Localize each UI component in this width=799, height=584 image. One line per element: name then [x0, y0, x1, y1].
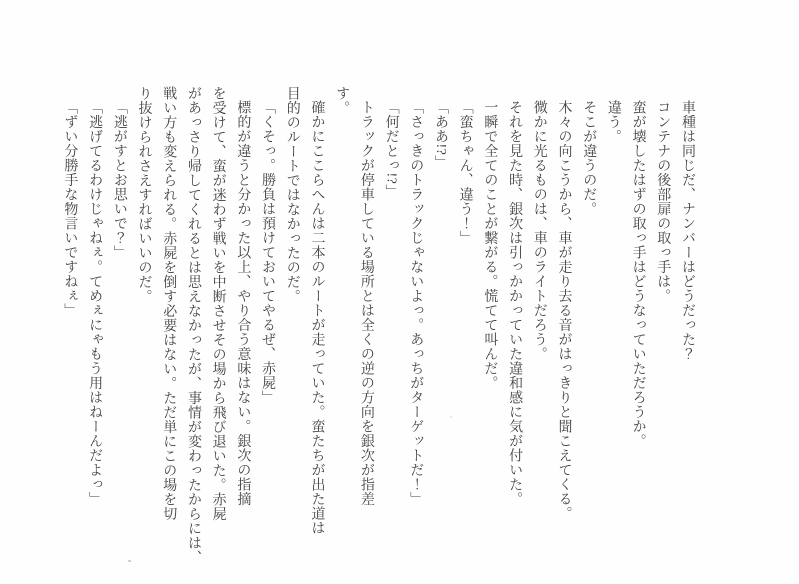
- text-line-dialogue: 「蛮ちゃん、違う！」: [457, 100, 473, 245]
- vertical-text-block: [57, 86, 699, 568]
- text-line: 車種は同じだ、ナンバーはどうだった？: [680, 100, 695, 361]
- text-line-dialogue: 「さっきのトラックじゃないよっ。あっちがターゲットだ！」: [408, 100, 424, 506]
- text-line: コンテナの後部扉の取っ手は。: [655, 100, 671, 303]
- text-line: を受けて、蛮が迷わず戦いを中断させその場から飛び退いた。赤屍: [210, 86, 226, 521]
- text-line: があっさり帰してくれるとは思えなかったが、事情が変わったからには、: [185, 86, 201, 565]
- text-line: り抜けられさえすればいいのだ。: [136, 86, 152, 304]
- text-line-dialogue: 「逃がすとお思いで？」: [111, 100, 127, 260]
- text-line: 戦い方も変えられる。赤屍を倒す必要はない。ただ単にこの場を切: [161, 86, 177, 521]
- text-line: 微かに光るものは、車のライトだろう。: [531, 100, 547, 361]
- text-line-dialogue: 「ああ!?」: [432, 100, 448, 170]
- text-line-dialogue: 「逃げてるわけじゃねぇ。てめぇにゃもう用はねーんだよっ」: [87, 100, 103, 506]
- text-line: 標的が違うと分かった以上、やり合う意味はない。銀次の指摘: [235, 100, 251, 506]
- text-line: 目的のルートではなかったのだ。: [284, 86, 300, 304]
- text-line: 違う。: [605, 100, 621, 144]
- text-line: す。: [334, 86, 350, 115]
- text-line-dialogue: 「ずい分勝手な物言いですねぇ」: [62, 100, 78, 318]
- text-line: 木々の向こうから、車が走り去る音がはっきりと聞こえてくる。: [556, 100, 572, 521]
- text-line-dialogue: 「何だとっ!?」: [383, 100, 399, 199]
- text-line: それを見た時、銀次は引っかかっていた違和感に気が付いた。: [507, 100, 523, 506]
- scan-speck: [128, 560, 131, 562]
- text-line: トラックが停車している場所とは全くの逆の方向を銀次が指差: [358, 100, 374, 506]
- text-line-dialogue: 「くそっ。勝負は預けておいてやるぜ、赤屍」: [260, 100, 276, 405]
- text-line: 蛮が壊したはずの取っ手はどうなっていただろうか。: [630, 100, 646, 448]
- text-line: そこが違うのだ。: [581, 100, 597, 216]
- text-line: 一瞬で全てのことが繋がる。慌てて叫んだ。: [482, 100, 498, 390]
- scan-speck: [450, 416, 452, 418]
- text-line: 確かにここらへんは二本のルートが走っていた。蛮たちが出た道は: [309, 100, 325, 535]
